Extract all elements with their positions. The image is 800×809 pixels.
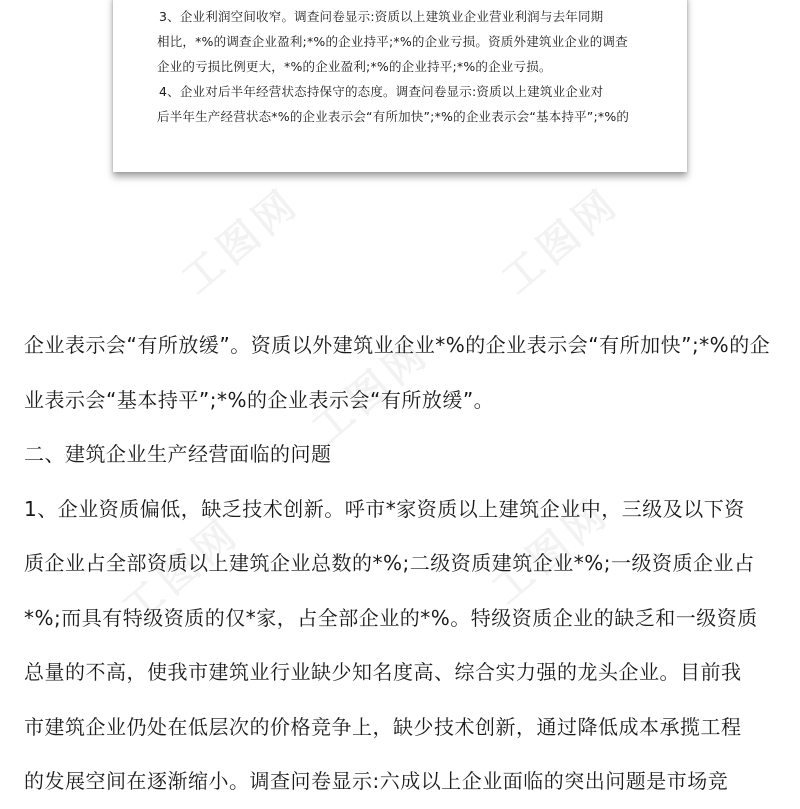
watermark-text: 工图网 [173,179,309,304]
watermark-text: 工图网 [483,489,619,614]
document-body-text [24,318,782,809]
body-line: 总量的不高，使我市建筑业行业缺少知名度高、综合实力强的龙头企业。目前我 [24,660,742,684]
body-line: 业表示会“基本持平”;*%的企业表示会“有所放缓”。 [24,387,495,412]
preview-line: 相比，*%的调查企业盈利;*%的企业持平;*%的企业亏损。资质外建筑业企业的调查 [157,34,628,49]
body-line: 质企业占全部资质以上建筑企业总数的*%;二级资质建筑企业*%;一级资质企业占 [24,551,755,575]
preview-text [157,4,657,129]
watermark-text: 工图网 [493,179,629,304]
body-line: *%;而具有特级资质的仅*家，占全部企业的*%。特级资质企业的缺乏和一级资质 [24,605,758,630]
preview-line: 3、企业利润空间收窄。调查问卷显示:资质以上建筑业企业营业利润与去年同期 [159,9,604,24]
body-line: 市建筑企业仍处在低层次的价格竞争上，缺少技术创新，通过降低成本承揽工程 [24,714,742,739]
preview-line: 4、企业对后半年经营状态持保守的态度。调查问卷显示:资质以上建筑业企业对 [159,84,604,99]
body-line: 企业表示会“有所放缓”。资质以外建筑业企业*%的企业表示会“有所加快”;*%的企 [24,333,771,357]
body-line: 的发展空间在逐渐缩小。调查问卷显示:六成以上企业面临的突出问题是市场竞 [24,769,729,793]
watermark-text: 工图网 [303,329,439,454]
preview-line: 企业的亏损比例更大，*%的企业盈利;*%的企业持平;*%的企业亏损。 [157,59,552,74]
document-page-preview [113,0,687,172]
body-line: 1、企业资质偏低，缺乏技术创新。呼市*家资质以上建筑企业中，三级及以下资 [24,496,745,521]
section-heading: 二、建筑企业生产经营面临的问题 [24,442,332,466]
watermark-text: 工图网 [113,509,249,634]
preview-line: 后半年生产经营状态*%的企业表示会“有所加快”;*%的企业表示会“基本持平”;*%的 [157,109,630,124]
